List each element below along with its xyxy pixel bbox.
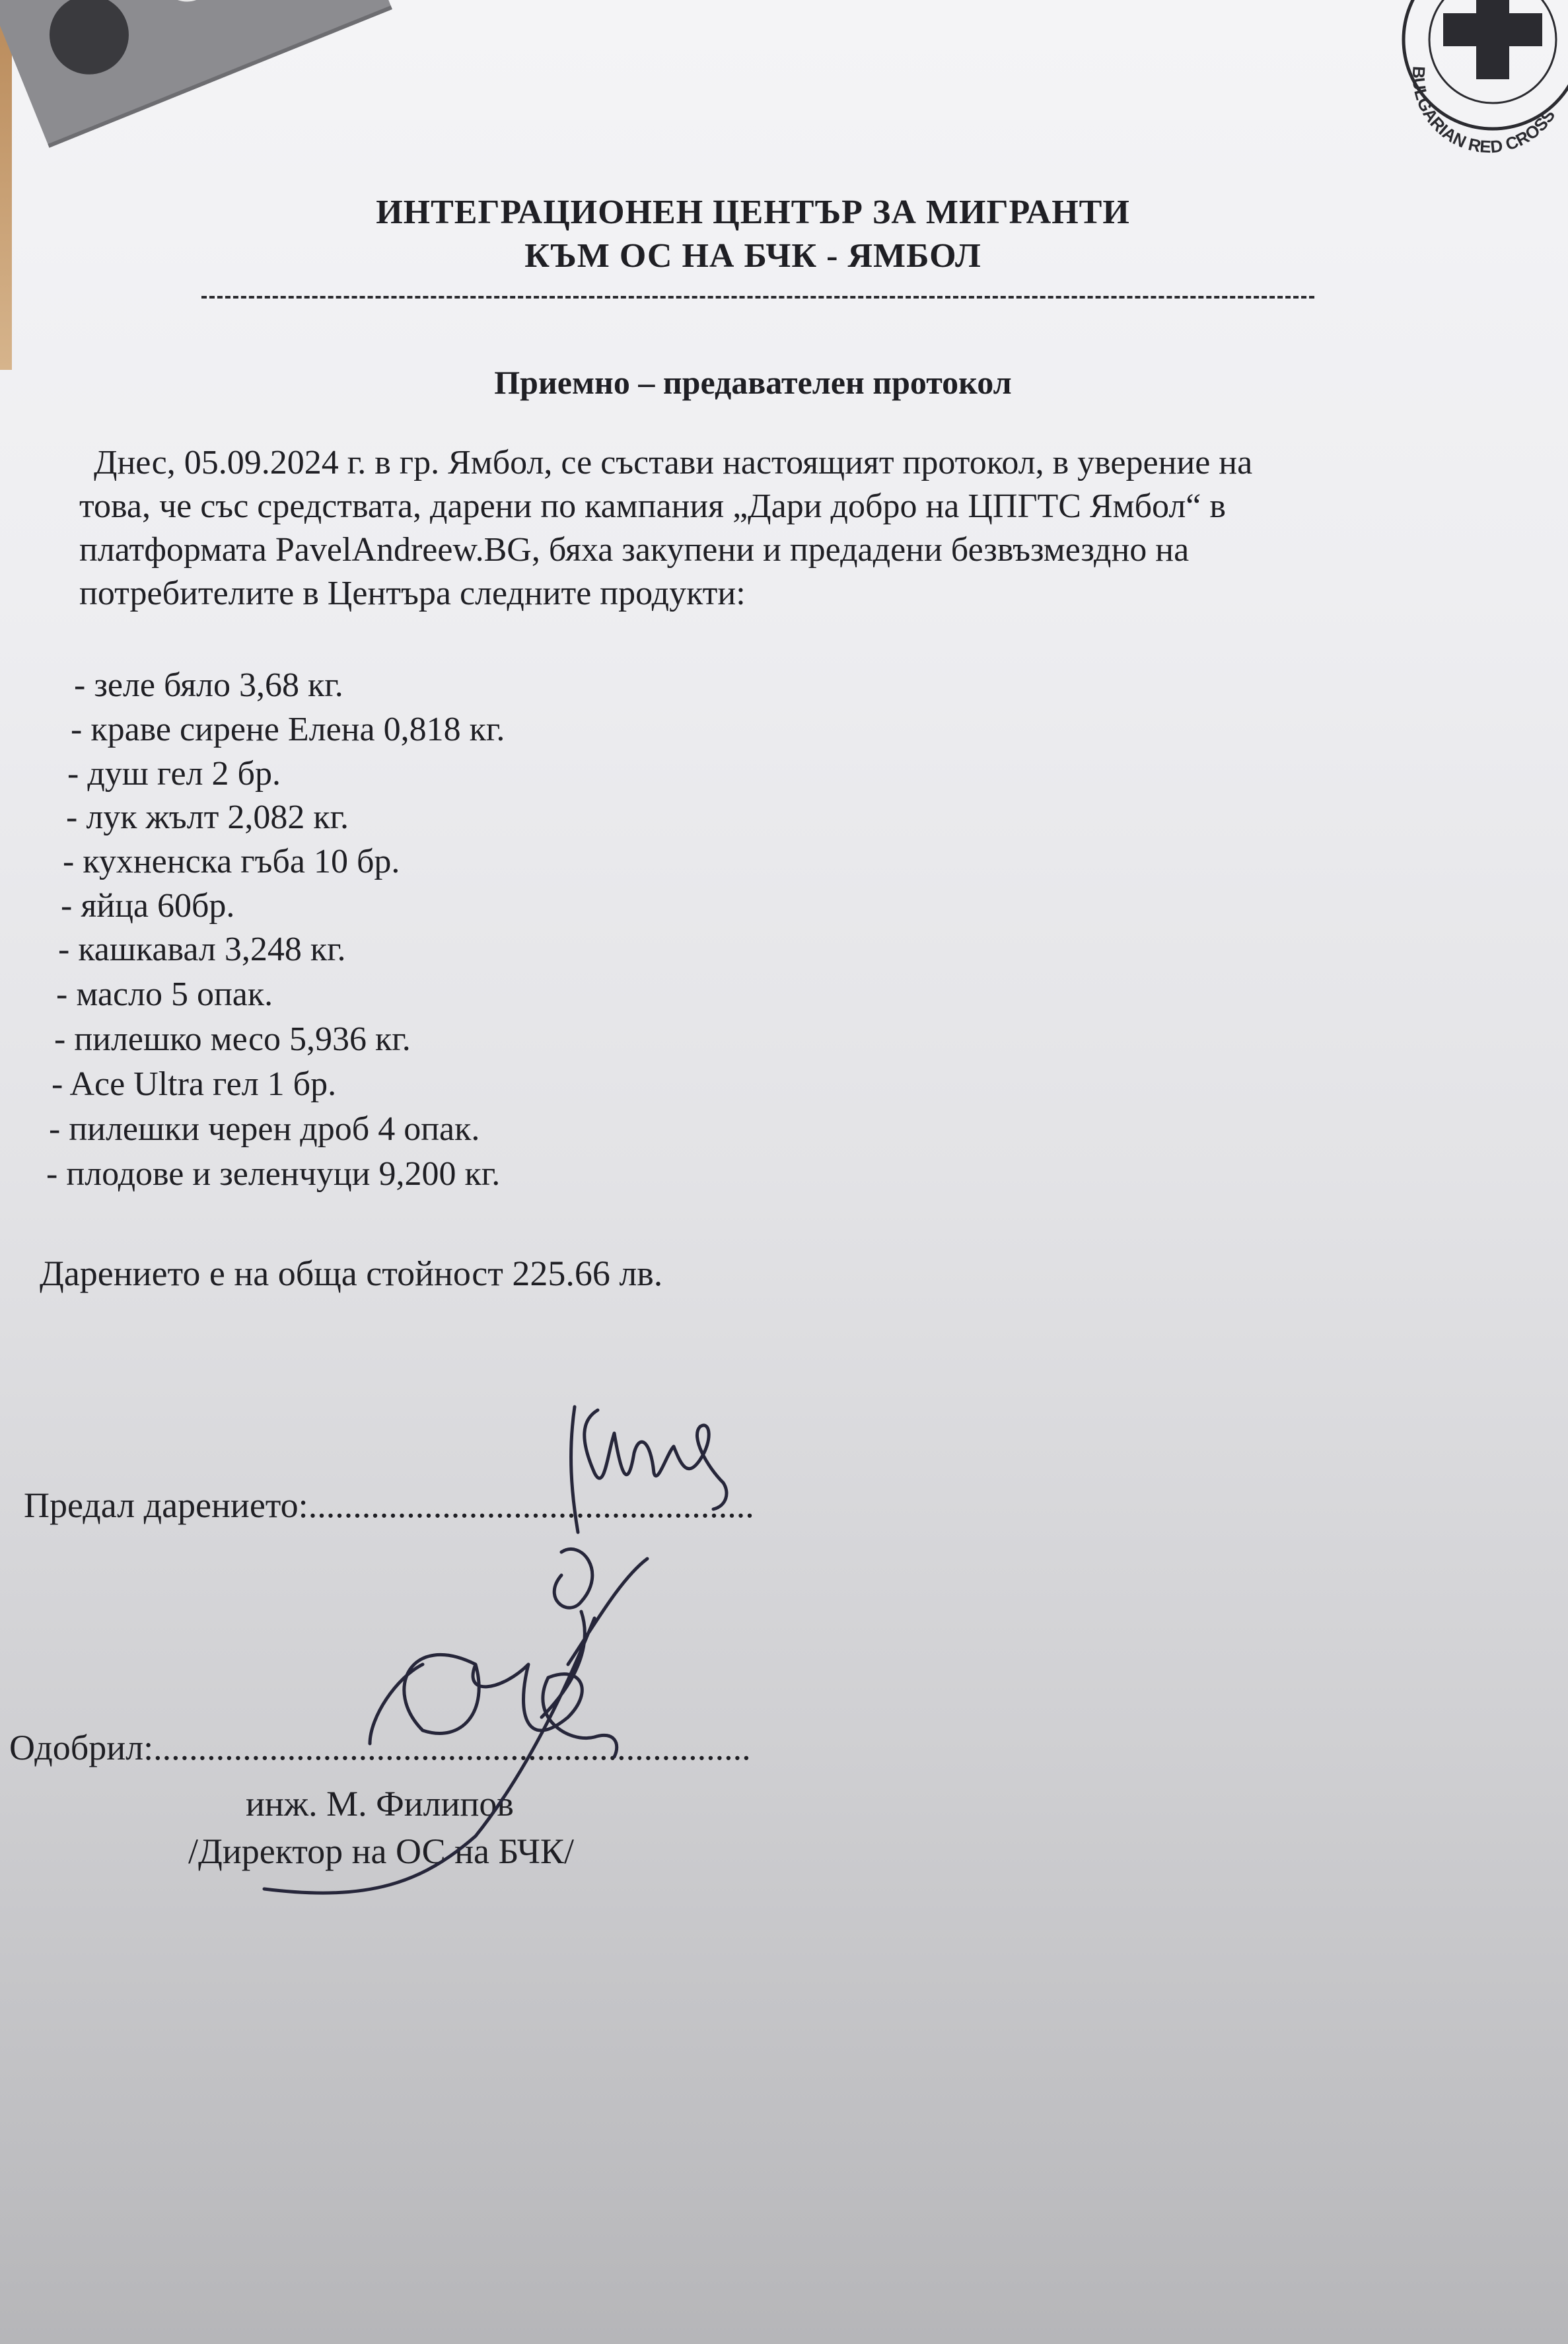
handed-over-label: Предал дарението: [24,1485,308,1525]
list-item: - зеле бяло 3,68 кг. [74,666,343,704]
list-item: - пилешко месо 5,936 кг. [54,1020,411,1058]
list-item: - Ace Ultra гел 1 бр. [52,1065,337,1103]
intro-line: потребителите в Центъра следните продукти: [79,575,746,612]
list-item: - плодове и зеленчуци 9,200 кг. [46,1155,501,1193]
intro-line: платформата PavelAndreew.BG, бяха закупени и предадени безвъзмездно на [79,531,1190,569]
intro-line: това, че със средствата, дарени по кампания „Дари добро на ЦПГТС Ямбол“ в [79,487,1226,525]
stamp-text: BULGARIAN RED CROSS [1408,65,1559,157]
list-item: - яйца 60бр. [61,887,235,925]
intro-paragraph [79,441,1453,616]
document-title: Приемно – предавателен протокол [494,364,1012,401]
list-item: - краве сирене Елена 0,818 кг. [71,711,505,748]
list-item: - масло 5 опак. [56,976,273,1013]
approved-label: Одобрил: [9,1728,154,1767]
list-item: - кашкавал 3,248 кг. [58,931,346,968]
intro-line: Днес, 05.09.2024 г. в гр. Ямбол, се състави настоящият протокол, в уверение на [94,444,1253,481]
approved-line [9,1727,751,1768]
donation-total: Дарението е на обща стойност 225.66 лв. [40,1254,663,1293]
list-item: - душ гел 2 бр. [67,755,281,793]
header-divider [201,296,1314,299]
signature-dots: ................................................................... [153,1728,751,1767]
signature-dots: .................................................. [308,1485,754,1525]
list-item: - пилешки черен дроб 4 опак. [49,1110,480,1148]
organization-subtitle: КЪМ ОС НА БЧК - ЯМБОЛ [524,237,981,275]
signer-name: инж. М. Филипов [246,1784,514,1824]
handed-over-line [24,1485,754,1526]
list-item: - лук жълт 2,082 кг. [66,799,349,836]
organization-name: ИНТЕГРАЦИОНЕН ЦЕНТЪР ЗА МИГРАНТИ [376,194,1130,231]
list-item: - кухненска гъба 10 бр. [63,843,400,880]
signer-title: /Директор на ОС на БЧК/ [188,1831,574,1871]
